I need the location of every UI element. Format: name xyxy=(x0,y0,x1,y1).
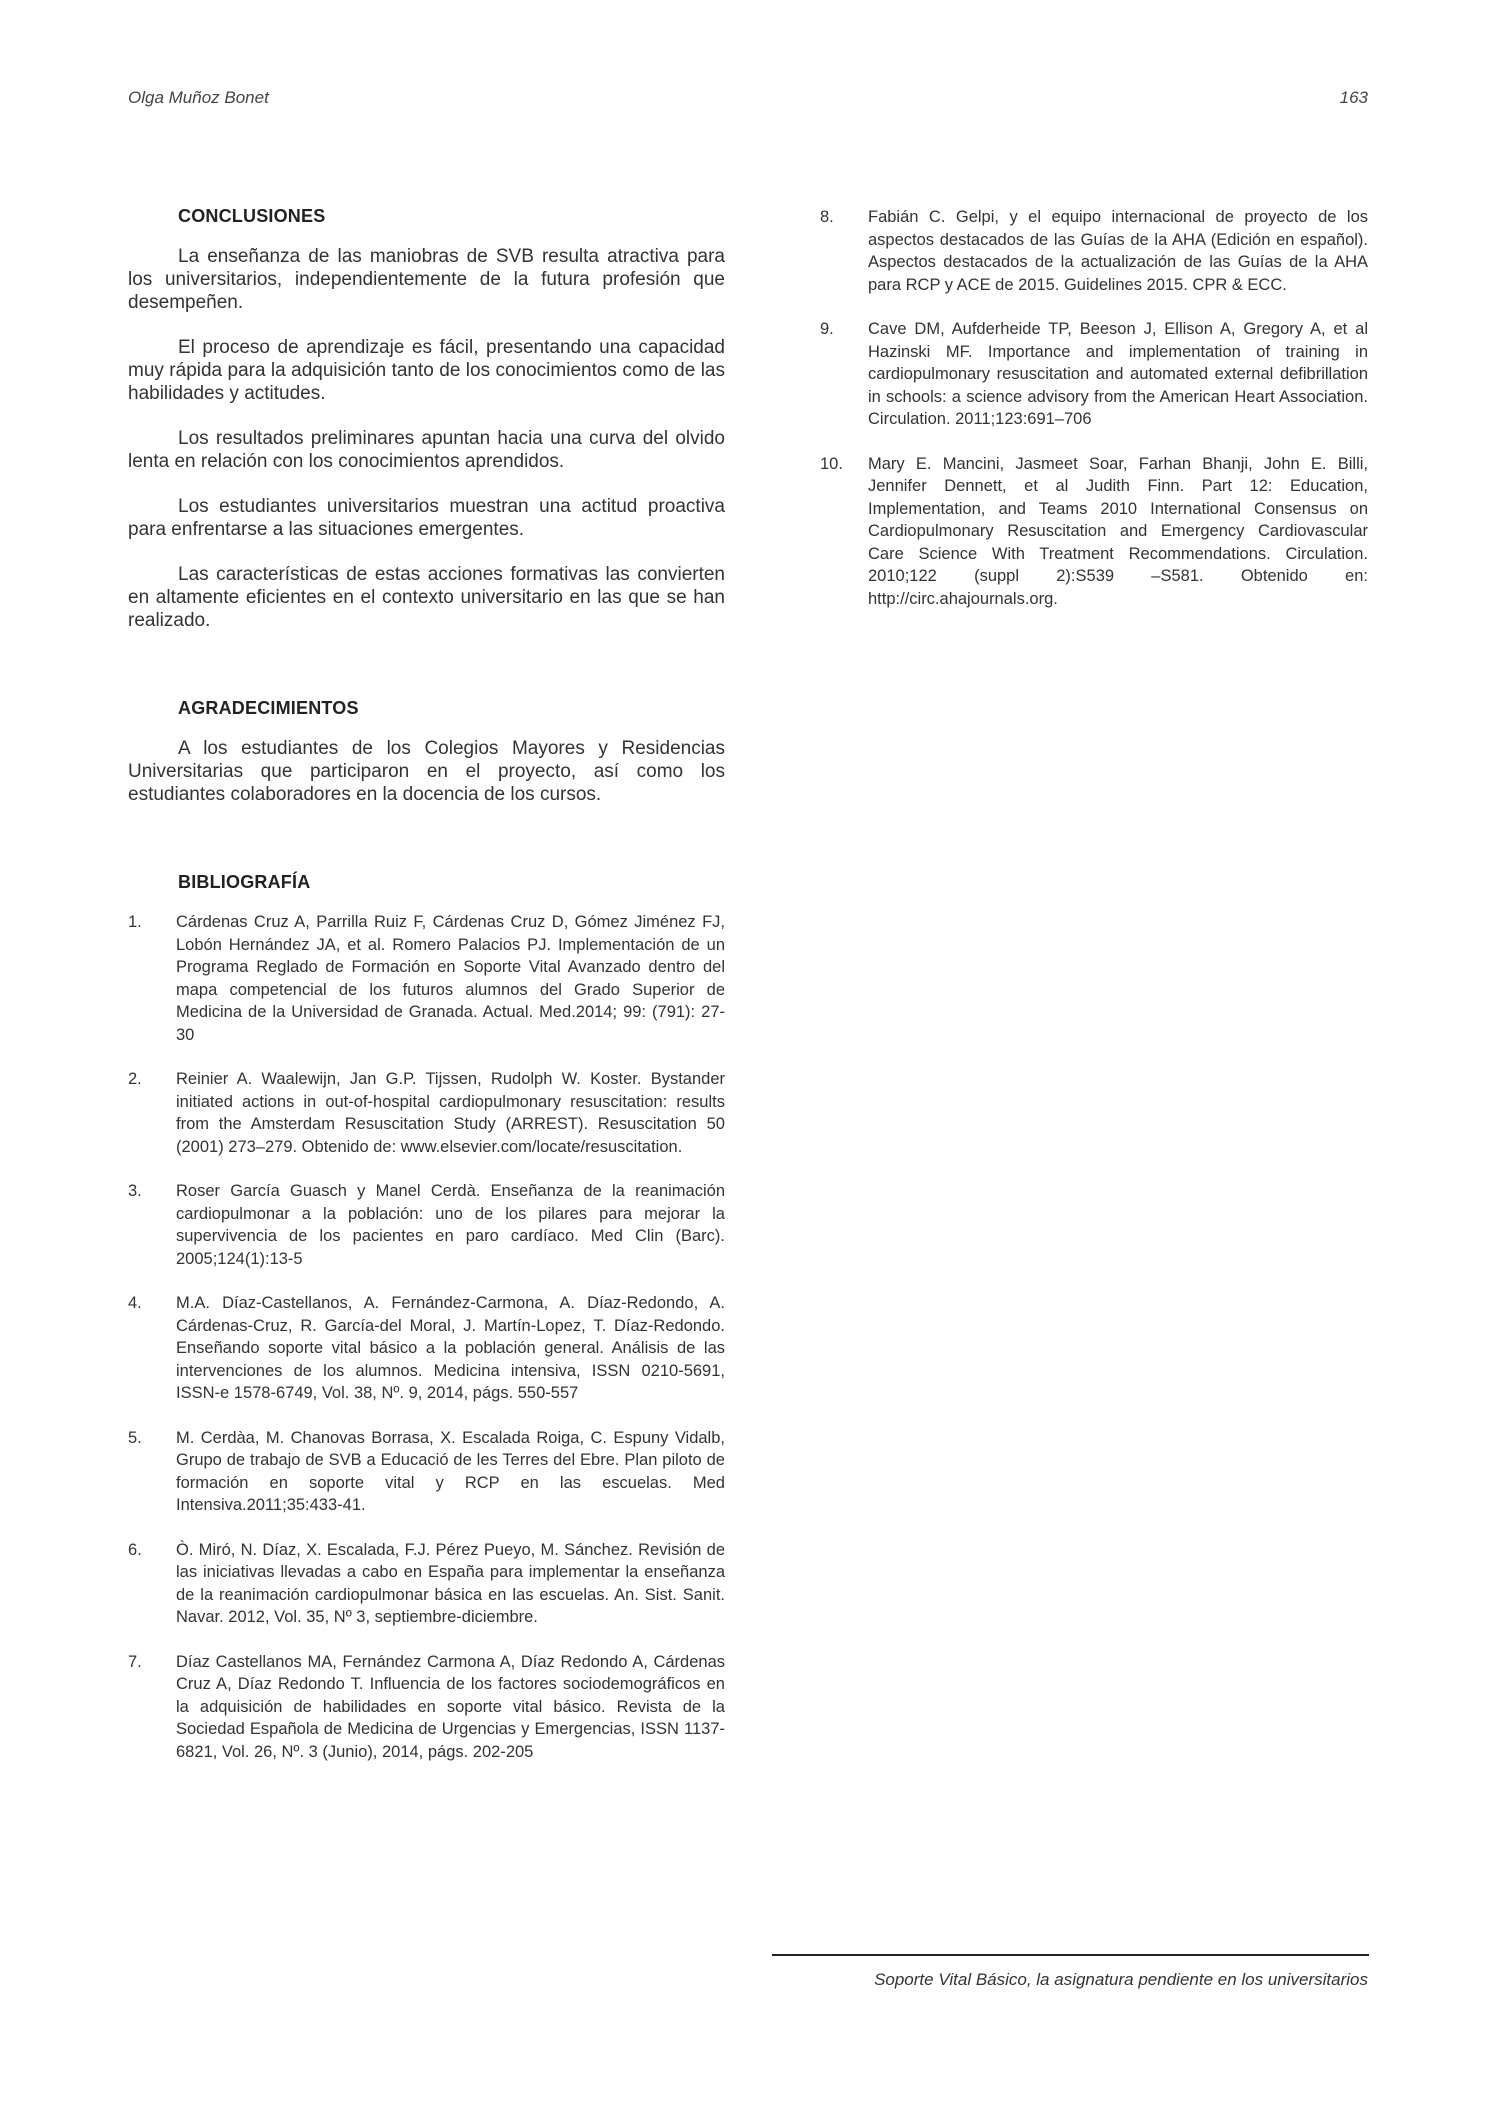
reference-number: 3. xyxy=(128,1182,142,1200)
reference-number: 2. xyxy=(128,1070,142,1088)
paragraph: Los resultados preliminares apuntan hacia una curva del olvido lenta en relación con los conocimientos aprendidos. xyxy=(128,428,725,472)
reference-text: M.A. Díaz-Castellanos, A. Fernández-Carmona, A. Díaz-Redondo, A. Cárdenas-Cruz, R. García-del Moral, J. Martín-Lopez, T. Díaz-Redondo. Enseñando soporte vital básico a la población general. Análisis de las intervenciones de los alumnos. Medicina intensiva, ISSN 0210-5691, ISSN-e 1578-6749, Vol. 38, Nº. 9, 2014, págs. 550-557 xyxy=(176,1294,725,1402)
reference-number: 10. xyxy=(820,454,843,473)
paragraph: El proceso de aprendizaje es fácil, presentando una capacidad muy rápida para la adquisición tanto de los conocimientos como de las habilidades y actitudes. xyxy=(128,337,725,404)
footer-rule xyxy=(772,1954,1369,1956)
running-head-author: Olga Muñoz Bonet xyxy=(128,88,269,107)
reference-number: 1. xyxy=(128,913,142,931)
right-column xyxy=(820,206,1368,632)
running-footer-title: Soporte Vital Básico, la asignatura pendiente en los universitarios xyxy=(874,1970,1368,1989)
paragraph: La enseñanza de las maniobras de SVB resulta atractiva para los universitarios, independientemente de la futura profesión que desempeñen. xyxy=(128,246,725,313)
paragraph: Las características de estas acciones formativas las convierten en altamente eficientes en el contexto universitario en las que se han realizado. xyxy=(128,564,725,631)
paragraph: Los estudiantes universitarios muestran una actitud proactiva para enfrentarse a las situaciones emergentes. xyxy=(128,496,725,540)
reference-text: Cárdenas Cruz A, Parrilla Ruiz F, Cárdenas Cruz D, Gómez Jiménez FJ, Lobón Hernández JA, et al. Romero Palacios PJ. Implementación de un Programa Reglado de Formación en Soporte Vital Avanzado dentro del mapa competencial de los futuros alumnos del Grado Superior de Medicina de la Universidad de Granada. Actual. Med.2014; 99: (791): 27-30 xyxy=(176,913,725,1044)
section-heading-conclusiones: CONCLUSIONES xyxy=(178,206,326,226)
reference-number: 6. xyxy=(128,1540,142,1559)
reference-text: Roser García Guasch y Manel Cerdà. Enseñanza de la reanimación cardiopulmonar a la población: uno de los pilares para mejorar la supervivencia de los pacientes en paro cardíaco. Med Clin (Barc). 2005;124(1):13-5 xyxy=(176,1182,725,1268)
reference-item xyxy=(128,911,725,1046)
reference-list xyxy=(128,911,725,1763)
section-heading-bibliografia: BIBLIOGRAFÍA xyxy=(178,872,311,892)
page-number: 163 xyxy=(1339,88,1368,107)
agradecimientos-section xyxy=(128,698,725,806)
reference-item xyxy=(820,318,1368,431)
reference-text: Fabián C. Gelpi, y el equipo internacional de proyecto de los aspectos destacados de las Guías de la AHA (Edición en español). Aspectos destacados de la actualización de las Guías de la AHA para RCP y ACE de 2015. Guidelines 2015. CPR & ECC. xyxy=(868,208,1368,294)
reference-list-continued xyxy=(820,206,1368,610)
reference-item xyxy=(128,1651,725,1764)
reference-number: 8. xyxy=(820,208,834,226)
reference-item xyxy=(128,1539,725,1629)
reference-item xyxy=(128,1292,725,1405)
conclusiones-section xyxy=(128,206,725,632)
reference-number: 9. xyxy=(820,320,834,338)
reference-number: 5. xyxy=(128,1428,142,1447)
reference-item xyxy=(128,1068,725,1158)
reference-item xyxy=(128,1427,725,1517)
reference-item xyxy=(820,206,1368,296)
reference-text: Ò. Miró, N. Díaz, X. Escalada, F.J. Pérez Pueyo, M. Sánchez. Revisión de las iniciativas llevadas a cabo en España para implementar la enseñanza de la reanimación cardiopulmonar básica en las escuelas. An. Sist. Sanit. Navar. 2012, Vol. 35, Nº 3, septiembre-diciembre. xyxy=(176,1540,725,1626)
reference-text: Cave DM, Aufderheide TP, Beeson J, Ellison A, Gregory A, et al Hazinski MF. Importance and implementation of training in cardiopulmonary resuscitation and automated external defibrillation in schools: a science advisory from the American Heart Association. Circulation. 2011;123:691–706 xyxy=(868,320,1368,428)
paragraph: A los estudiantes de los Colegios Mayores y Residencias Universitarias que participaron en el proyecto, así como los estudiantes colaboradores en la docencia de los cursos. xyxy=(128,738,725,805)
reference-number: 7. xyxy=(128,1652,142,1671)
reference-number: 4. xyxy=(128,1294,142,1312)
reference-text: M. Cerdàa, M. Chanovas Borrasa, X. Escalada Roiga, C. Espuny Vidalb, Grupo de trabajo de SVB a Educació de les Terres del Ebre. Plan piloto de formación en soporte vital y RCP en las escuelas. Med Intensiva.2011;35:433-41. xyxy=(176,1428,725,1514)
reference-text: Mary E. Mancini, Jasmeet Soar, Farhan Bhanji, John E. Billi, Jennifer Dennett, et al Judith Finn. Part 12: Education, Implementation, and Teams 2010 International Consensus on Cardiopulmonary Resuscitation and Emergency Cardiovascular Care Science With Treatment Recommendations. Circulation. 2010;122 (suppl 2):S539 –S581. Obtenido en: http://circ.ahajournals.org. xyxy=(868,454,1368,608)
reference-text: Díaz Castellanos MA, Fernández Carmona A, Díaz Redondo A, Cárdenas Cruz A, Díaz Redondo T. Influencia de los factores sociodemográficos en la adquisición de habilidades en soporte vital básico. Revista de la Sociedad Española de Medicina de Urgencias y Emergencias, ISSN 1137-6821, Vol. 26, Nº. 3 (Junio), 2014, págs. 202-205 xyxy=(176,1652,725,1761)
reference-text: Reinier A. Waalewijn, Jan G.P. Tijssen, Rudolph W. Koster. Bystander initiated actions in out-of-hospital cardiopulmonary resuscitation: results from the Amsterdam Resuscitation Study (ARREST). Resuscitation 50 (2001) 273–279. Obtenido de: www.elsevier.com/locate/resuscitation. xyxy=(176,1070,725,1156)
left-column xyxy=(128,206,725,1829)
reference-item xyxy=(820,453,1368,611)
bibliografia-section xyxy=(128,872,725,1763)
reference-item xyxy=(128,1180,725,1270)
section-heading-agradecimientos: AGRADECIMIENTOS xyxy=(178,698,359,718)
